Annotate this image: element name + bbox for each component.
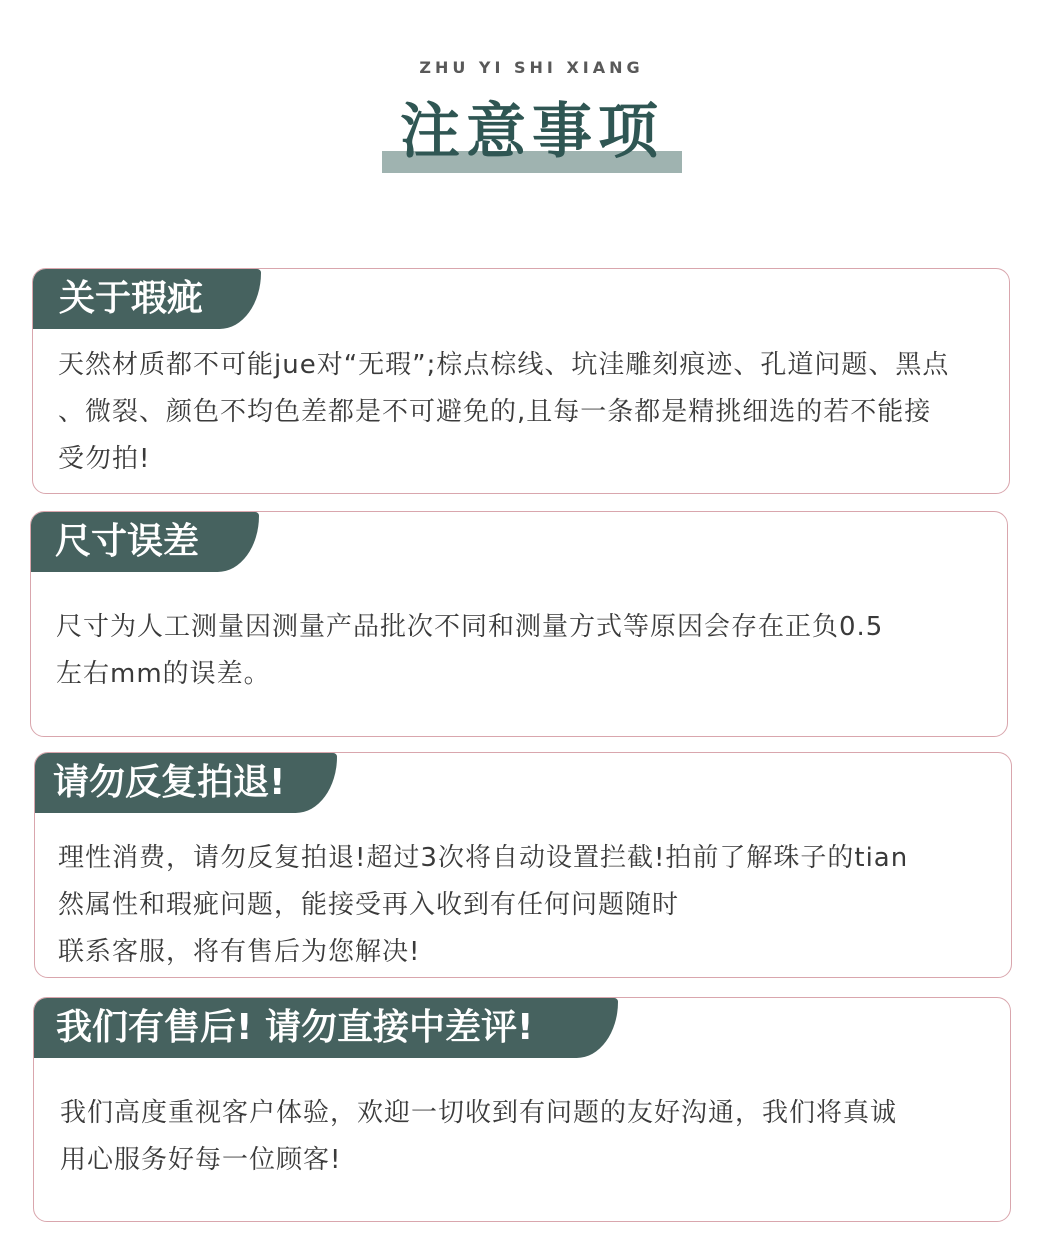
body-line: 理性消费，请勿反复拍退!超过3次将自动设置拦截!拍前了解珠子的tian [58, 843, 909, 873]
notice-card-body [56, 604, 883, 698]
notice-card-size-error [30, 511, 1008, 737]
notice-card-heading: 尺寸误差 [31, 512, 259, 572]
body-line: 我们高度重视客户体验，欢迎一切收到有问题的友好沟通，我们将真诚 [60, 1098, 898, 1128]
body-line: 然属性和瑕疵问题，能接受再入收到有任何问题随时 [58, 890, 680, 920]
body-line: 、微裂、颜色不均色差都是不可避免的,且每一条都是精挑细选的若不能接 [58, 397, 932, 427]
body-line: 用心服务好每一位顾客! [60, 1145, 342, 1175]
page-subtitle: ZHU YI SHI XIANG [419, 58, 644, 77]
page-title: 注意事项 [400, 97, 664, 167]
notice-card-flaws [32, 268, 1010, 494]
notice-card-heading: 关于瑕疵 [33, 269, 261, 329]
body-line: 左右mm的误差。 [56, 659, 271, 689]
notice-card-no-repeat-return [34, 752, 1012, 978]
body-line: 天然材质都不可能jue对“无瑕”;棕点棕线、坑洼雕刻痕迹、孔道问题、黑点 [58, 350, 950, 380]
notice-card-body [58, 835, 908, 976]
page-title-block [382, 96, 682, 176]
notice-card-heading: 我们有售后! 请勿直接中差评! [34, 998, 618, 1058]
notice-card-heading: 请勿反复拍退! [35, 753, 337, 813]
body-line: 联系客服，将有售后为您解决! [58, 937, 421, 967]
notice-card-after-sales [33, 997, 1011, 1222]
notice-card-body [58, 342, 949, 483]
body-line: 尺寸为人工测量因测量产品批次不同和测量方式等原因会存在正负0.5 [56, 612, 884, 642]
notice-card-body [60, 1090, 897, 1184]
body-line: 受勿拍! [58, 444, 151, 474]
